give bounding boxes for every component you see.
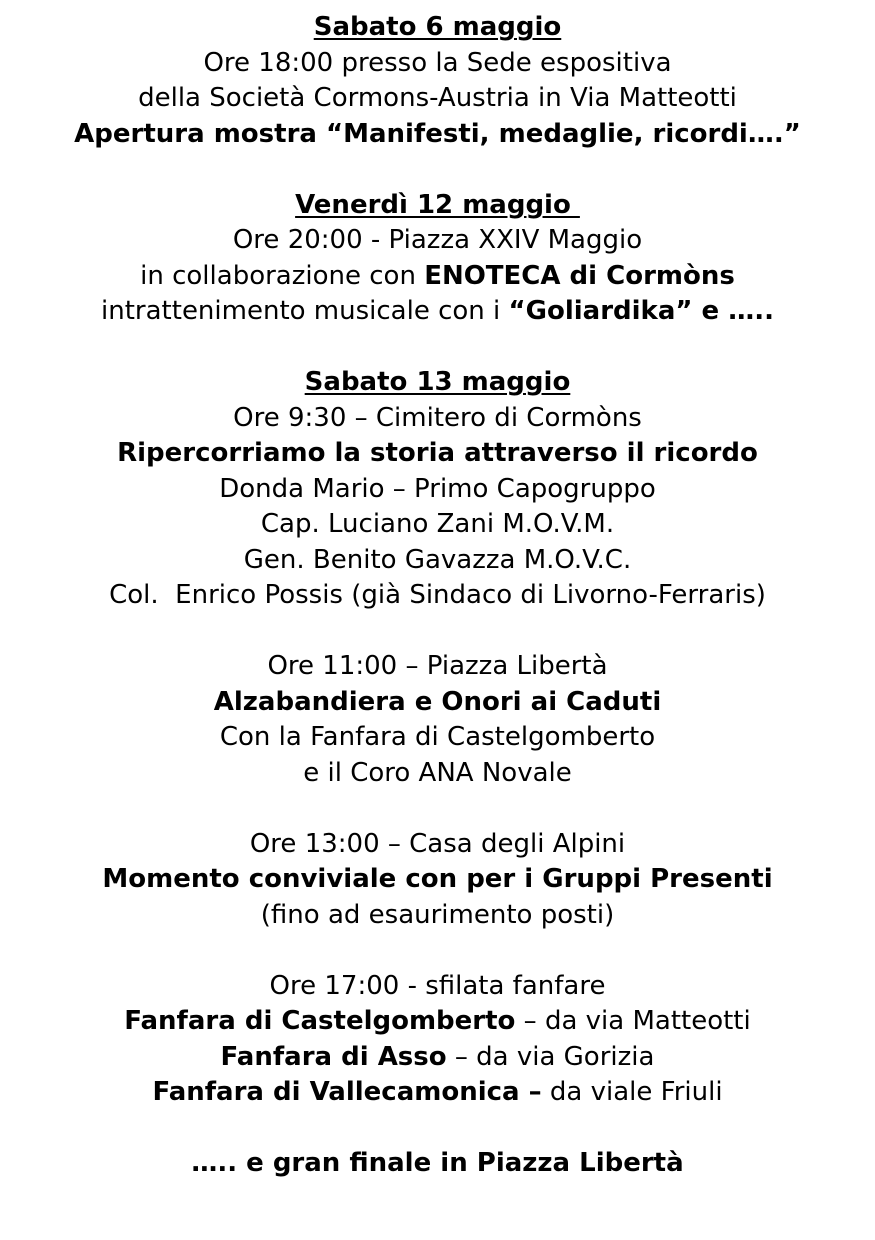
fanfara-entry [0, 1040, 875, 1076]
event1-heading: Sabato 6 maggio [313, 12, 562, 42]
event4-title: Alzabandiera e Onori ai Caduti [213, 686, 662, 717]
spacer [0, 791, 875, 827]
finale: ….. e gran finale in Piazza Libertà [191, 1148, 684, 1178]
event2-entertainment-text: intrattenimento musicale con i [101, 296, 509, 326]
fanfara-name: Fanfara di Vallecamonica – [152, 1077, 542, 1107]
event3-name: Col. Enrico Possis (già Sindaco di Livorno-Ferraris) [109, 580, 766, 610]
event6-time-place: Ore 17:00 - sfilata fanfare [269, 970, 606, 1001]
event2-collaboration [0, 259, 875, 295]
event3-name: Donda Mario – Primo Capogruppo [219, 473, 656, 504]
event2-band: “Goliardika” e ….. [508, 296, 774, 326]
spacer [0, 614, 875, 650]
event1-time-place: Ore 18:00 presso la Sede espositiva [203, 47, 672, 78]
event3-name: Gen. Benito Gavazza M.O.V.C. [243, 544, 632, 575]
spacer [0, 152, 875, 188]
event4-choir: e il Coro ANA Novale [303, 757, 572, 788]
event3-time-place: Ore 9:30 – Cimitero di Cormòns [233, 402, 642, 433]
event1-title: Apertura mostra “Manifesti, medaglie, ricordi….” [74, 118, 801, 149]
fanfara-name: Fanfara di Asso [220, 1041, 447, 1072]
event4-time-place: Ore 11:00 – Piazza Libertà [267, 651, 608, 681]
event4-band: Con la Fanfara di Castelgomberto [219, 722, 656, 752]
event3-name: Cap. Luciano Zani M.O.V.M. [260, 509, 615, 539]
spacer [0, 933, 875, 969]
fanfara-route: da viale Friuli [541, 1077, 723, 1107]
fanfara-name: Fanfara di Castelgomberto [124, 1006, 516, 1036]
fanfara-route: – da via Gorizia [446, 1041, 655, 1072]
spacer [0, 1111, 875, 1147]
event2-entertainment [0, 294, 875, 330]
event5-title: Momento conviviale con per i Gruppi Presenti [102, 864, 773, 894]
event5-time-place: Ore 13:00 – Casa degli Alpini [249, 828, 626, 859]
spacer [0, 330, 875, 366]
event2-collab-text: in collaborazione con [140, 260, 425, 291]
event5-note: (fino ad esaurimento posti) [260, 899, 615, 930]
fanfara-entry [0, 1075, 875, 1111]
fanfara-entry [0, 1004, 875, 1040]
event3-heading: Sabato 13 maggio [304, 367, 571, 397]
event1-location: della Società Cormons-Austria in Via Matteotti [138, 83, 737, 113]
event2-heading: Venerdì 12 maggio [295, 189, 580, 220]
event2-partner: ENOTECA di Cormòns [424, 260, 735, 291]
event3-title: Ripercorriamo la storia attraverso il ricordo [117, 438, 758, 468]
event2-time-place: Ore 20:00 - Piazza XXIV Maggio [232, 225, 643, 255]
fanfara-route: – da via Matteotti [515, 1006, 751, 1036]
